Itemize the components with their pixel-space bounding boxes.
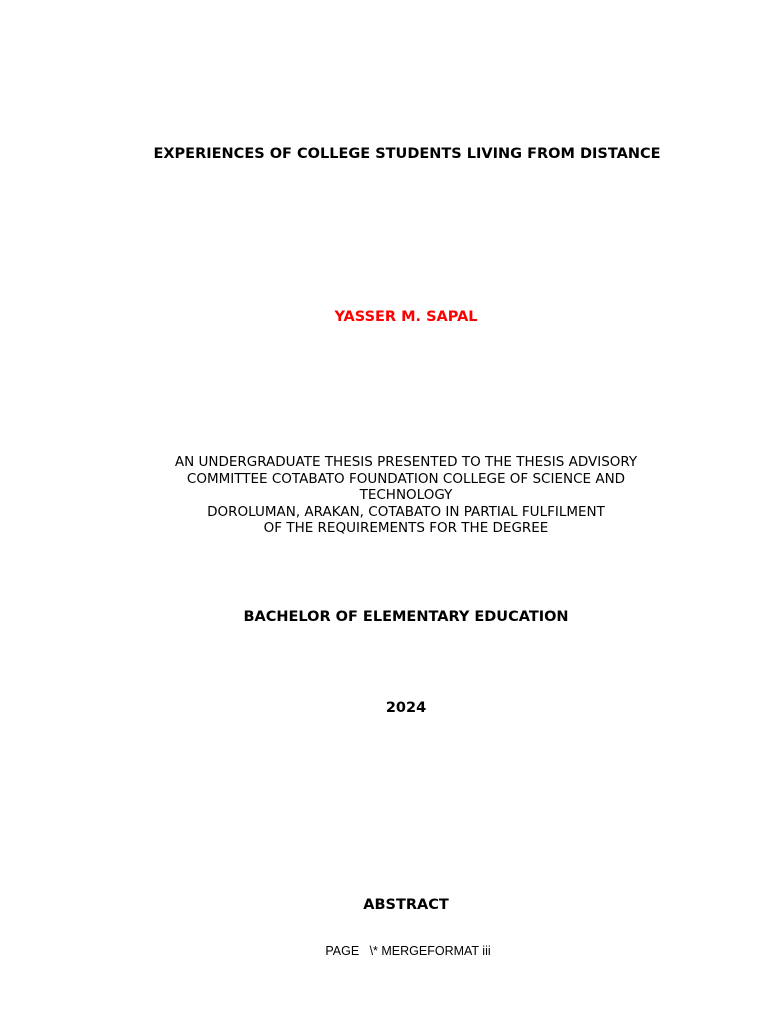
degree-name: BACHELOR OF ELEMENTARY EDUCATION (243, 609, 569, 625)
thesis-title: EXPERIENCES OF COLLEGE STUDENTS LIVING FROM DISTANCE (153, 146, 661, 162)
presentation-line: OF THE REQUIREMENTS FOR THE DEGREE (263, 520, 549, 536)
presentation-line: TECHNOLOGY (359, 487, 453, 503)
presentation-line: DOROLUMAN, ARAKAN, COTABATO IN PARTIAL FULFILMENT (207, 503, 605, 520)
year: 2024 (385, 700, 427, 716)
presentation-statement (22, 454, 768, 537)
page-number-field: PAGE \* MERGEFORMAT iii (325, 944, 491, 958)
author-name: YASSER M. SAPAL (334, 309, 478, 325)
abstract-heading: ABSTRACT (363, 897, 449, 913)
presentation-line: AN UNDERGRADUATE THESIS PRESENTED TO THE THESIS ADVISORY (174, 454, 638, 470)
presentation-line: COMMITTEE COTABATO FOUNDATION COLLEGE OF SCIENCE AND (186, 470, 626, 487)
